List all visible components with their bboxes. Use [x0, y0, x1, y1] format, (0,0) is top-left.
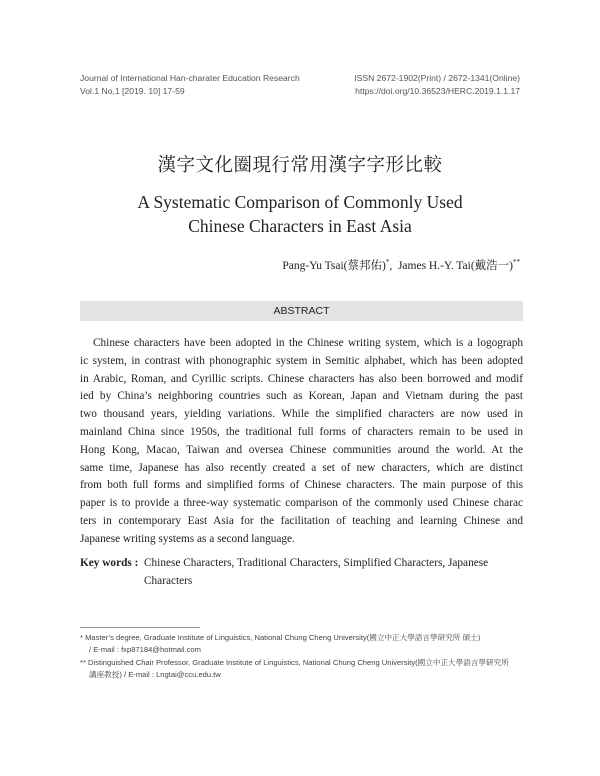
- author-2: James H.-Y. Tai(戴浩一): [397, 260, 513, 272]
- abstract-line: in Arabic, Roman, and Cyrillic scripts. Chinese characters has also been borrowed and modif: [80, 372, 523, 385]
- author-1: Pang-Yu Tsai(蔡邦佑): [282, 260, 386, 272]
- footnote-1-email[interactable]: / E-mail : fxp87184@hotmail.com: [89, 645, 201, 655]
- footnote-2: ** Distinguished Chair Professor, Graduate Institute of Linguistics, National Chung Cheng University(國立中正大學語言學研究所: [80, 657, 509, 667]
- running-header-left: [80, 72, 300, 97]
- abstract-heading: ABSTRACT: [80, 301, 523, 321]
- abstract-body: [80, 335, 523, 549]
- abstract-line: two thousand years, yielding variations. While the simplified characters are now used in: [80, 408, 523, 421]
- footnote-2-email[interactable]: 講座教授) / E-mail : Lngtai@ccu.edu.tw: [89, 669, 221, 679]
- abstract-line: Chinese characters have been adopted in the Chinese writing system, which is a logograph: [93, 337, 523, 349]
- author-2-footnote-mark[interactable]: **: [513, 258, 520, 267]
- volume-info: Vol.1 No,1 [2019. 10] 17-59: [80, 85, 185, 96]
- abstract-line: mainland China since 1950s, the traditional full forms of characters remain to be used in: [80, 425, 523, 438]
- title-english-line-1: A Systematic Comparison of Commonly Used: [137, 192, 463, 212]
- abstract-line: Hong Kong, Macao, Taiwan and oversea Chinese communities around the world. At the: [80, 443, 523, 456]
- journal-name: Journal of International Han-charater Education Research: [80, 73, 300, 83]
- abstract-line: from both full forms and simplified forms of Chinese characters. The main purpose of this: [80, 479, 523, 492]
- keywords-line-1: Chinese Characters, Traditional Characters, Simplified Characters, Japanese: [144, 557, 489, 569]
- title-english-line-2: Chinese Characters in East Asia: [188, 216, 412, 236]
- title-english: [0, 190, 600, 238]
- author-list: [282, 257, 520, 273]
- abstract-line: Japanese writing systems as a second language.: [80, 532, 295, 545]
- abstract-line: ters in contemporary East Asia for the facilitation of teaching and learning Chinese and: [80, 514, 523, 527]
- doi-link[interactable]: https://doi.org/10.36523/HERC.2019.1.1.17: [355, 85, 520, 96]
- title-chinese: 漢字文化圈現行常用漢字字形比較: [157, 155, 443, 176]
- keywords-label: Key words :: [80, 557, 139, 569]
- author-1-footnote-mark[interactable]: *: [385, 258, 390, 267]
- author-separator: ,: [389, 260, 393, 272]
- abstract-line: paper is to provide a three-way systematic comparison of the commonly used Chinese charac: [80, 497, 523, 510]
- footnotes: [80, 632, 525, 681]
- abstract-line: same time, Japanese has also recently created a set of new characters, which are distinct: [80, 461, 523, 474]
- footnote-divider: [80, 627, 200, 628]
- issn: ISSN 2672-1902(Print) / 2672-1341(Online): [354, 73, 520, 83]
- abstract-line: ied by China’s neighboring countries such as Korean, Japan and Vietnam during the past: [80, 390, 523, 403]
- abstract-line: ic system, in contrast with phonographic system in Semitic alphabet, which has been adopted: [80, 354, 523, 367]
- running-header-right: [354, 72, 520, 97]
- keywords-values: [144, 555, 523, 591]
- footnote-1: * Master’s degree, Graduate Institute of Linguistics, National Chung Cheng University(國立中正大學語言學研究所 碩士): [80, 633, 481, 642]
- keywords-line-2: Characters: [144, 574, 193, 587]
